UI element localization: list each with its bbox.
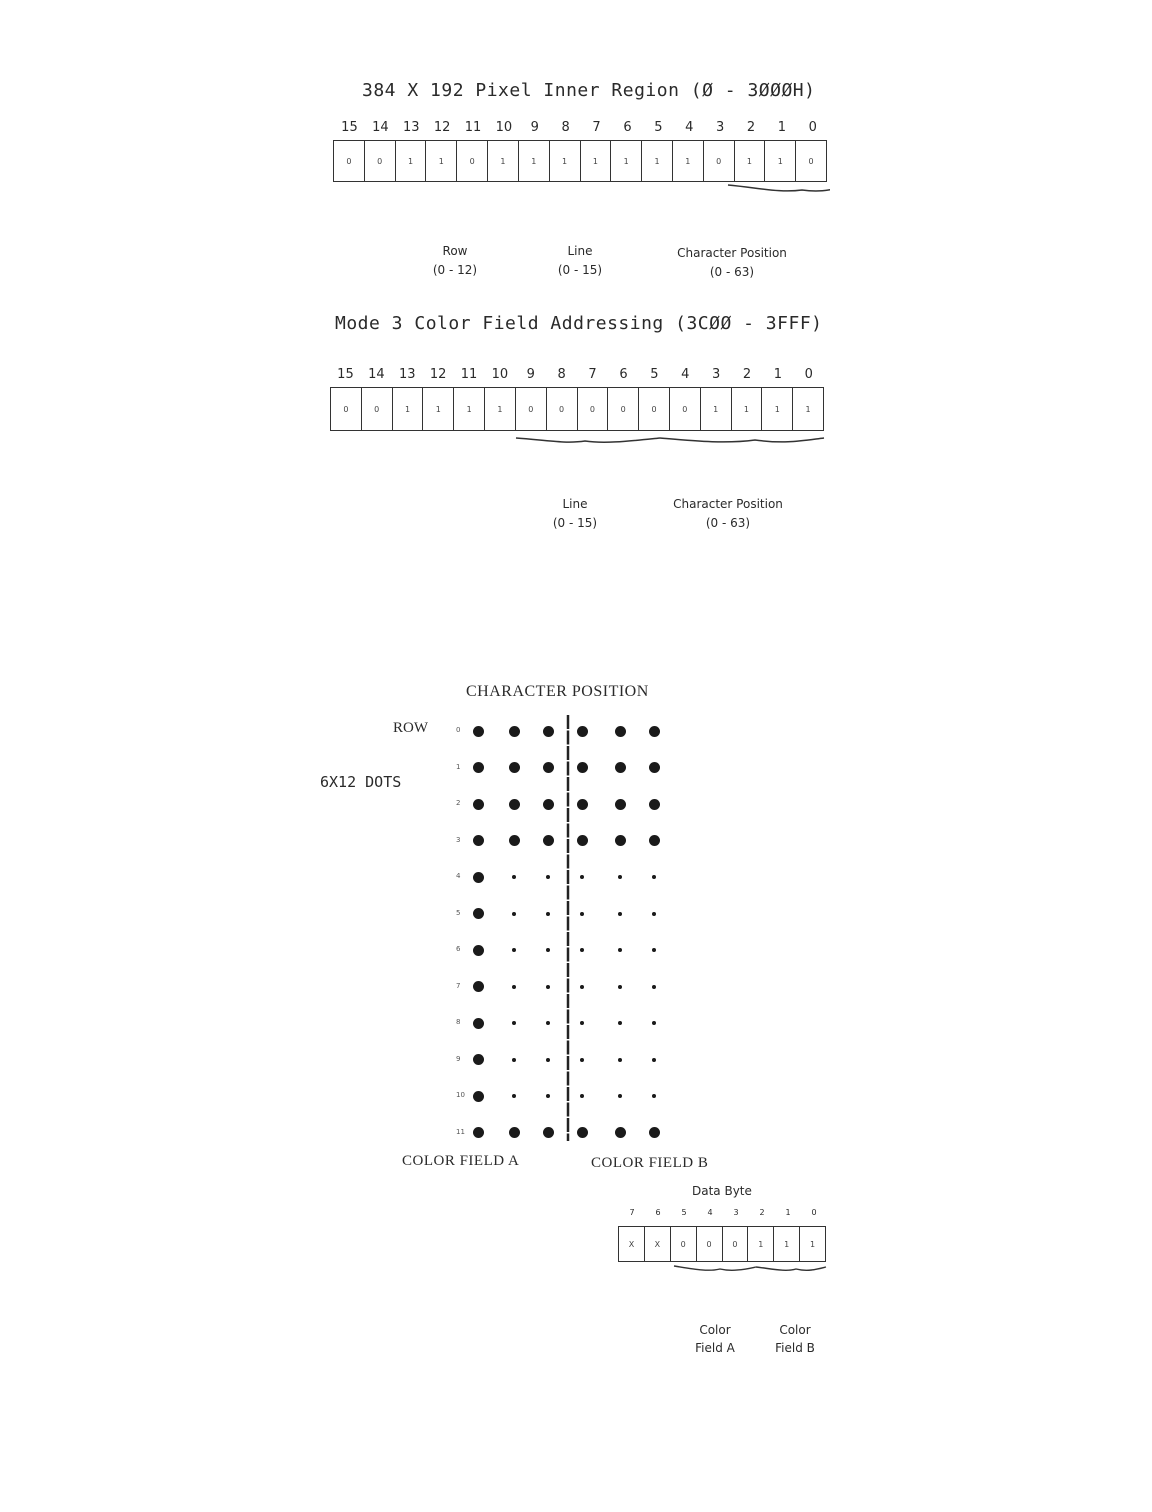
dot-matrix: [440, 715, 680, 1145]
color-field-b-label: COLOR FIELD B: [591, 1155, 709, 1171]
diagram1-field-line: Line (0 - 15): [557, 244, 603, 277]
bit-number: 2: [759, 1208, 765, 1217]
dot-on: [615, 835, 626, 846]
bit-cell: 0: [670, 1227, 696, 1261]
dot-on: [473, 835, 484, 846]
bit-cell: 0: [515, 388, 546, 430]
dot-off: [512, 1021, 516, 1025]
dot-off: [652, 875, 656, 879]
data-byte-title: Data Byte: [692, 1184, 752, 1198]
bit-number: 0: [804, 367, 813, 382]
bit-cell: 0: [361, 388, 392, 430]
dot-on: [473, 1127, 484, 1138]
dot-on: [509, 1127, 520, 1138]
bit-number: 9: [526, 367, 535, 382]
bit-number: 11: [464, 120, 482, 135]
color-field-divider: [562, 715, 574, 1141]
dot-on: [577, 835, 588, 846]
diagram2-bit-numbers: [330, 367, 824, 382]
dot-off: [512, 1058, 516, 1062]
bit-cell: X: [644, 1227, 670, 1261]
dot-on: [473, 1091, 484, 1102]
data-byte-bit-numbers: [619, 1208, 827, 1217]
bit-number: 10: [491, 367, 509, 382]
dot-on: [543, 762, 554, 773]
bit-cell: 1: [425, 141, 456, 181]
bit-cell: 1: [484, 388, 515, 430]
row-number: 6: [456, 945, 461, 953]
dot-off: [580, 1021, 584, 1025]
bit-number: 15: [341, 120, 358, 135]
bit-cell: 1: [792, 388, 823, 430]
bit-cell: 0: [343, 404, 349, 414]
bit-cell: 1: [518, 141, 549, 181]
bit-number: 7: [629, 1208, 635, 1217]
bit-number: 1: [785, 1208, 791, 1217]
dot-off: [652, 1058, 656, 1062]
dot-off: [652, 985, 656, 989]
dot-on: [473, 762, 484, 773]
bit-number: 9: [530, 120, 539, 135]
data-byte-braces: [668, 1258, 833, 1280]
dot-on: [649, 762, 660, 773]
dot-off: [652, 1021, 656, 1025]
dot-off: [618, 985, 622, 989]
dot-on: [543, 835, 554, 846]
bit-number: 0: [808, 120, 817, 135]
bit-cell: 1: [672, 141, 703, 181]
row-number: 0: [456, 726, 461, 734]
row-number: 7: [456, 981, 461, 990]
dot-on: [473, 981, 484, 992]
dot-off: [652, 1094, 656, 1098]
dot-on: [649, 726, 660, 737]
row-label: ROW: [393, 720, 428, 736]
bit-cell: 1: [395, 141, 426, 181]
bit-number: 8: [557, 367, 566, 382]
dot-off: [546, 948, 550, 952]
dots-label: 6X12 DOTS: [320, 773, 402, 791]
dot-off: [580, 985, 584, 989]
bit-cell: 0: [795, 141, 826, 181]
dot-on: [577, 762, 588, 773]
bit-cell: 0: [577, 388, 608, 430]
diagram2-field-character-position: Character Position (0 - 63): [673, 497, 783, 530]
bit-number: 13: [398, 367, 416, 382]
bit-number: 6: [623, 120, 632, 135]
row-number: 4: [456, 872, 461, 880]
brace-character-position: [660, 438, 824, 442]
bit-cell: 0: [346, 156, 352, 166]
diagram1-title: 384 X 192 Pixel Inner Region (Ø - 3ØØØH): [362, 80, 816, 101]
row-number: 9: [456, 1054, 461, 1063]
data-byte-register: [618, 1226, 826, 1262]
dot-on: [473, 726, 484, 737]
data-byte-field-b: Color Field B: [775, 1323, 815, 1355]
diagram1-register: [333, 140, 827, 182]
bit-number: 15: [337, 367, 354, 382]
bit-cell: 0: [638, 388, 669, 430]
row-number: 11: [456, 1127, 465, 1136]
bit-number: 4: [707, 1208, 713, 1217]
diagram1-bit-numbers: [334, 120, 828, 135]
brace-row: [728, 185, 830, 191]
dot-on: [577, 1127, 588, 1138]
dot-on: [473, 799, 484, 810]
bit-cell: 1: [747, 1227, 773, 1261]
dot-off: [618, 1094, 622, 1098]
dot-on: [615, 762, 626, 773]
dot-off: [512, 875, 516, 879]
bit-number: 14: [372, 120, 389, 135]
bit-number: 1: [777, 120, 787, 135]
dot-off: [652, 912, 656, 916]
brace-color-field-a: [674, 1266, 756, 1270]
bit-number: 5: [650, 367, 659, 382]
bit-number: 11: [460, 367, 478, 382]
diagram3-title: CHARACTER POSITION: [466, 683, 649, 700]
bit-cell: 1: [773, 1227, 799, 1261]
bit-cell: 0: [722, 1227, 748, 1261]
dot-on: [543, 799, 554, 810]
dot-off: [618, 1058, 622, 1062]
diagram2-braces: [330, 428, 830, 452]
dot-off: [512, 985, 516, 989]
bit-cell: 1: [487, 141, 518, 181]
bit-number: 2: [746, 120, 756, 135]
dot-on: [473, 945, 484, 956]
bit-cell: 1: [799, 1227, 825, 1261]
bit-cell: 1: [764, 141, 795, 181]
bit-number: 0: [811, 1208, 817, 1217]
dot-off: [512, 948, 516, 952]
brace-line: [516, 438, 660, 442]
bit-cell: 0: [703, 141, 734, 181]
dot-on: [615, 799, 626, 810]
brace-color-field-b: [756, 1267, 826, 1270]
dot-off: [618, 1021, 622, 1025]
bit-number: 12: [429, 367, 447, 382]
bit-number: 2: [742, 367, 752, 382]
row-number: 5: [456, 908, 461, 917]
dot-on: [473, 908, 484, 919]
diagram2-field-line: Line (0 - 15): [552, 497, 598, 530]
dot-off: [512, 1094, 516, 1098]
bit-cell: 1: [453, 388, 484, 430]
dot-on: [615, 726, 626, 737]
bit-number: 6: [655, 1208, 661, 1217]
bit-cell: 1: [610, 141, 641, 181]
bit-number: 5: [654, 120, 663, 135]
dot-on: [649, 1127, 660, 1138]
dot-on: [577, 799, 588, 810]
row-number: 2: [456, 799, 461, 807]
bit-number: 4: [681, 367, 690, 382]
bit-number: 5: [681, 1208, 687, 1217]
bit-cell: 0: [696, 1227, 722, 1261]
dot-off: [618, 948, 622, 952]
diagram2-title: Mode 3 Color Field Addressing (3CØØ - 3FFF): [335, 313, 823, 334]
dot-off: [580, 1094, 584, 1098]
bit-cell: 0: [364, 141, 395, 181]
dot-off: [546, 875, 550, 879]
bit-number: 8: [561, 120, 570, 135]
bit-number: 3: [733, 1208, 739, 1217]
bit-cell: X: [628, 1239, 635, 1249]
dot-on: [473, 1054, 484, 1065]
row-number: 1: [456, 762, 461, 771]
color-field-a-label: COLOR FIELD A: [402, 1153, 520, 1169]
dot-on: [509, 726, 520, 737]
bit-number: 14: [368, 367, 385, 382]
diagram1-field-row: Row (0 - 12): [432, 244, 478, 277]
diagram2-register: [330, 387, 824, 431]
dot-off: [546, 1058, 550, 1062]
bit-number: 4: [685, 120, 694, 135]
diagram1-braces: [330, 178, 830, 202]
diagram1-field-character-position: Character Position (0 - 63): [677, 246, 787, 279]
dot-on: [577, 726, 588, 737]
dot-off: [546, 985, 550, 989]
row-number: 8: [456, 1018, 461, 1026]
dot-off: [618, 912, 622, 916]
bit-number: 7: [588, 367, 597, 382]
dot-on: [473, 1018, 484, 1029]
bit-cell: 1: [580, 141, 611, 181]
dot-off: [580, 875, 584, 879]
bit-cell: 1: [700, 388, 731, 430]
bit-cell: 1: [731, 388, 762, 430]
bit-number: 12: [433, 120, 451, 135]
dot-on: [473, 872, 484, 883]
dot-off: [512, 912, 516, 916]
bit-cell: 0: [607, 388, 638, 430]
bit-number: 10: [495, 120, 513, 135]
dot-on: [649, 835, 660, 846]
bit-cell: 1: [422, 388, 453, 430]
dot-on: [509, 762, 520, 773]
dot-off: [580, 912, 584, 916]
bit-cell: 1: [549, 141, 580, 181]
row-number: 10: [456, 1091, 465, 1099]
dot-off: [580, 948, 584, 952]
bit-cell: 0: [546, 388, 577, 430]
data-byte-field-a: Color Field A: [695, 1323, 735, 1355]
dot-off: [618, 875, 622, 879]
dot-off: [546, 1094, 550, 1098]
bit-cell: 0: [456, 141, 487, 181]
bit-cell: 1: [392, 388, 423, 430]
bit-number: 1: [773, 367, 783, 382]
row-number: 3: [456, 835, 461, 844]
dot-on: [543, 1127, 554, 1138]
bit-cell: 1: [761, 388, 792, 430]
bit-number: 3: [715, 120, 725, 135]
dot-off: [546, 1021, 550, 1025]
dot-on: [509, 799, 520, 810]
bit-number: 13: [402, 120, 420, 135]
dot-off: [652, 948, 656, 952]
bit-cell: 1: [641, 141, 672, 181]
dot-on: [649, 799, 660, 810]
dot-off: [580, 1058, 584, 1062]
bit-number: 3: [711, 367, 721, 382]
dot-on: [509, 835, 520, 846]
bit-number: 7: [592, 120, 601, 135]
bit-number: 6: [619, 367, 628, 382]
dot-on: [615, 1127, 626, 1138]
bit-cell: 1: [734, 141, 765, 181]
bit-cell: 0: [669, 388, 700, 430]
dot-on: [543, 726, 554, 737]
dot-off: [546, 912, 550, 916]
